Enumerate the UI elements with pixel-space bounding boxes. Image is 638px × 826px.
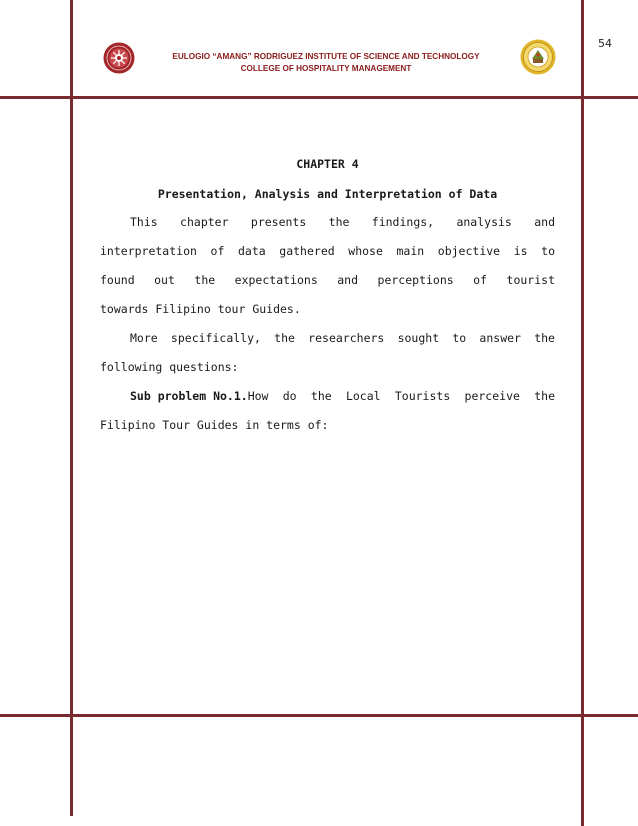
frame-line-bottom: [0, 714, 638, 717]
frame-line-top: [0, 96, 638, 99]
institution-name: [140, 51, 512, 75]
chapter-title: Presentation, Analysis and Interpretation of Data: [157, 187, 498, 201]
paragraph-line: Filipino Tour Guides in terms of:: [100, 418, 329, 432]
institute-seal-icon: [103, 42, 135, 74]
page-number: 54: [598, 37, 612, 50]
frame-line-left: [70, 0, 73, 816]
paragraph-line: interpretation of data gathered whose main objective is to: [100, 244, 555, 258]
paragraph-line: following questions:: [100, 360, 239, 374]
sub-problem-label: Sub problem No.1.: [130, 389, 248, 403]
institution-name-line1: EULOGIO “AMANG” RODRIGUEZ INSTITUTE OF SCIENCE AND TECHNOLOGY: [172, 52, 480, 61]
paragraph-line: This chapter presents the findings, analysis and: [130, 215, 555, 229]
sub-problem-question: How do the Local Tourists perceive the: [247, 389, 555, 403]
frame-line-right: [581, 0, 584, 826]
chapter-heading: CHAPTER 4: [296, 157, 359, 171]
paragraph-line: found out the expectations and perceptions of tourist: [100, 273, 555, 287]
college-name: COLLEGE OF HOSPITALITY MANAGEMENT: [240, 64, 412, 73]
college-seal-icon: [520, 39, 556, 75]
paragraph-line: More specifically, the researchers sought to answer the: [130, 331, 555, 345]
paragraph-line: [130, 389, 555, 403]
paragraph-line: towards Filipino tour Guides.: [100, 302, 301, 316]
